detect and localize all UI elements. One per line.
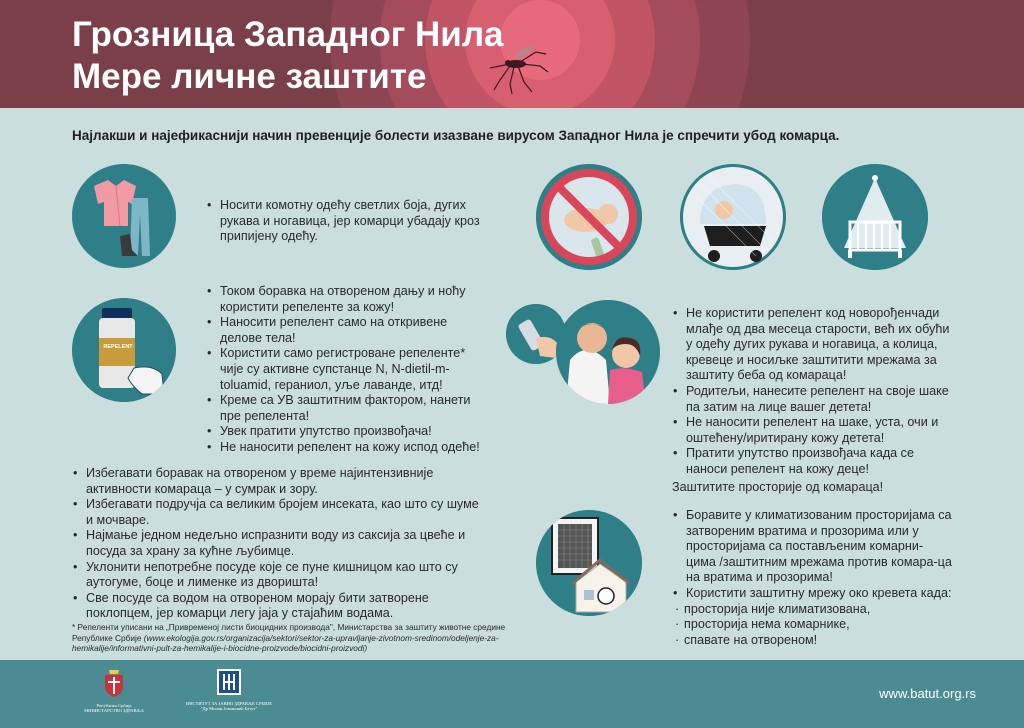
premises-sub-item: · просторија нема комарнике,: [672, 617, 952, 633]
babies-item: • Не наносити репелент на шаке, уста, очи и оштећену/иритирану кожу детета!: [672, 415, 950, 446]
intro-text: Најлакши и најефикаснији начин превенције болести изазване вирусом Западног Нила је спречити убод комарца.: [72, 128, 840, 143]
can-label: REPELENT: [103, 344, 133, 350]
avoid-item: • Најмање једном недељно испразнити воду из саксија за цвеће и посуда за храну за кућне љубимце.: [72, 528, 488, 559]
repellent-item: • Користити само регистроване репеленте* чије су активне супстанце N, N-dietil-m-toluamid, гераниол, уље лаванде, итд!: [206, 346, 486, 393]
institute-emblem-icon: [216, 668, 242, 696]
premises-title: Заштитите просторије од комараца!: [672, 480, 884, 494]
clothing-list: [206, 198, 486, 245]
no-repellent-baby-illustration: [536, 164, 642, 270]
repellent-item: • Креме са УВ заштитним фактором, нанети пре репелента!: [206, 393, 486, 424]
header-banner: [0, 0, 1024, 108]
babies-item: • Родитељи, нанесите репелент на своје шаке па затим на лице вашег детета!: [672, 384, 950, 415]
avoid-item: • Уклонити непотребне посуде које се пуне кишницом као што су аутогуме, боце и лименке из дворишта!: [72, 560, 488, 591]
title-line-1: Грозница Западног Нила: [72, 15, 504, 54]
ministry-line-1: Република Србија: [96, 703, 132, 708]
repellent-spray-illustration: [72, 298, 176, 402]
avoid-list: [72, 466, 488, 622]
repellent-item: • Наносити репелент само на откривене делове тела!: [206, 315, 486, 346]
serbia-coat-of-arms-icon: [103, 668, 125, 698]
title-line-2: Мере личне заштите: [72, 57, 427, 96]
repellent-item: • Не наносити репелент на кожу испод одеће!: [206, 440, 486, 456]
premises-item: • Користити заштитну мрежу око кревета када:: [672, 586, 952, 602]
mosquito-icon: [480, 40, 550, 96]
ministry-logo: [64, 668, 164, 714]
footer-bar: [0, 660, 1024, 728]
repellent-item: • Током боравка на отвореном дању и ноћу користити репеленте за кожу!: [206, 284, 486, 315]
clothing-illustration: [72, 164, 176, 268]
institute-logo: [174, 668, 284, 712]
footnote-text: * Репеленти уписани на „Привременој листи биоцидних производа", Министарства за заштиту животне средине Републике Србије: [72, 622, 506, 643]
premises-item: • Боравите у климатизованим просторијама са затвореним вратима и прозорима или у просторијама са постављеним комарни-цима /заштитним мрежама против комара-ца на вратима и прозорима!: [672, 508, 952, 586]
footnote-link[interactable]: (www.ekologija.gov.rs/organizacija/sektori/sektor-za-upravljanje-zivotnom-sredinom/odeljenje-za-hemikalije/informativni-pult-za-hemikalije-i-biocidne-proizvode/biocidni-proizvodi): [72, 632, 499, 654]
baby-stroller-net-illustration: [680, 164, 786, 270]
avoid-item: • Све посуде са водом на отвореном морају бити затворене поклопцем, јер комарци легу јаја у стајаћим водама.: [72, 591, 488, 622]
crib-net-illustration: [822, 164, 928, 270]
avoid-item: • Избегавати боравак на отвореном у време најинтензивније активности комараца – у сумрак и зору.: [72, 466, 488, 497]
avoid-item: • Избегавати подручја са великим бројем инсеката, као што су шуме и мочваре.: [72, 497, 488, 528]
premises-sub-item: · спавате на отвореном!: [672, 633, 952, 649]
footnote: [72, 622, 532, 654]
premises-list: [672, 508, 952, 648]
ministry-line-2: МИНИСТАРСТВО ЗДРАВЉА: [84, 708, 144, 714]
clothing-item: • Носити комотну одећу светлих боја, дугих рукава и ногавица, јер комарци убадају кроз припијену одећу.: [206, 198, 486, 245]
babies-item: • Не користити репелент код новорођенчади млађе од два месеца старости, већ их обући у одећу дугих рукава и ногавица, а колица, кревеце и носиљке заштитити мрежама за заштиту беба од комараца!: [672, 306, 950, 384]
institute-line-2: "Др Милан Јовановић Батут": [200, 706, 258, 712]
babies-item: • Пратити упутство произвођача када се наноси репелент на кожу деце!: [672, 446, 950, 477]
website-link[interactable]: www.batut.org.rs: [879, 686, 976, 701]
parent-child-illustration: [556, 300, 660, 404]
repellent-list: [206, 284, 486, 456]
babies-list: [672, 306, 950, 478]
repellent-item: • Увек пратити упутство произвођача!: [206, 424, 486, 440]
house-window-net-illustration: [536, 510, 642, 616]
premises-sub-item: · просторија није климатизована,: [672, 602, 952, 618]
institute-line-1: ИНСТИТУТ ЗА ЈАВНО ЗДРАВЉЕ СРБИЈЕ: [185, 701, 273, 706]
